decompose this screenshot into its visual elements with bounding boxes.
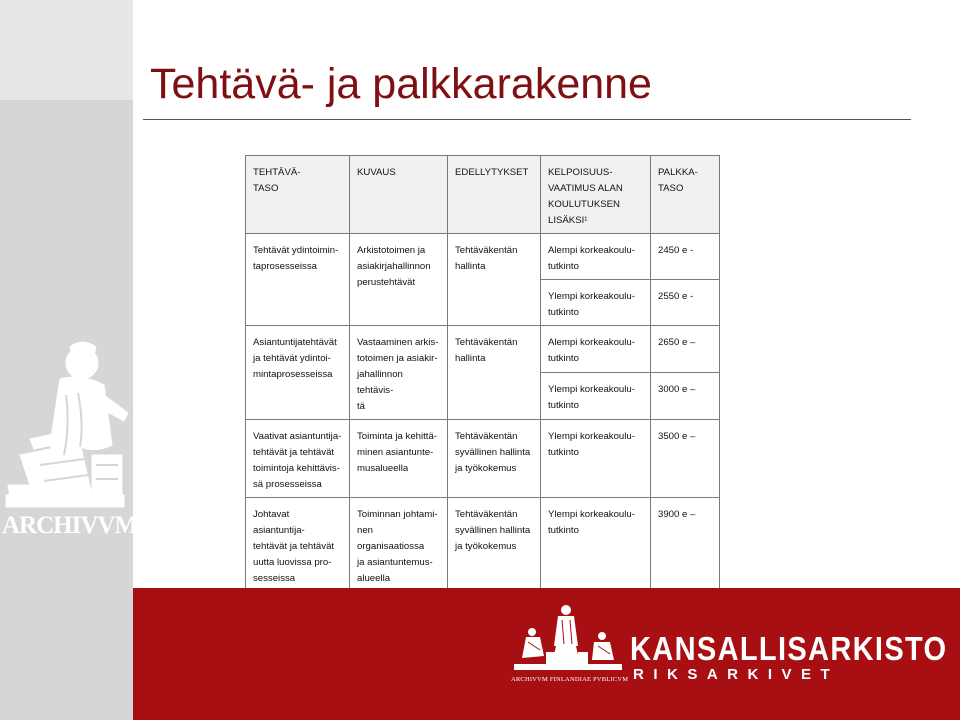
header-prerequisites: EDELLYTYKSET [448,156,541,234]
cell-pay-level: 3500 e – [651,420,720,498]
title-divider [143,119,911,120]
sidebar-top-panel [0,0,133,100]
cell-pay-level: 2450 e - [651,234,720,280]
cell-description: Arkistotoimen ja asiakirjahallinnon perustehtävät [350,234,448,326]
cell-qualification: Ylempi korkeakoulu- tutkinto [541,280,651,326]
header-pay-level: PALKKA- TASO [651,156,720,234]
table-row [246,234,720,280]
cell-pay-level: 3900 e – [651,498,720,592]
cell-description: Toiminnan johtami- nen organisaatiossa ja asiantuntemus- alueella [350,498,448,592]
cell-task-level: Tehtävät ydintoimin- taprosesseissa [246,234,350,326]
national-archives-emblem-icon [512,602,624,678]
cell-task-level: Vaativat asiantuntija- tehtävät ja tehtävät toimintoja kehittävis- sä prosesseissa [246,420,350,498]
archives-motto: ARCHIVVM FINLANDIAE PVBLICVM [511,676,629,683]
cell-qualification: Ylempi korkeakoulu- tutkinto [541,373,651,420]
table-row [246,420,720,498]
cell-prerequisites: Tehtäväkentän hallinta [448,326,541,420]
cell-description: Toiminta ja kehittä- minen asiantunte- musalueella [350,420,448,498]
cell-qualification: Alempi korkeakoulu- tutkinto [541,234,651,280]
cell-description: Vastaaminen arkis- totoimen ja asiakir- jahallinnon tehtävis- tä [350,326,448,420]
table-header-row [246,156,720,234]
salary-structure-table [245,155,720,592]
cell-qualification: Ylempi korkeakoulu- tutkinto [541,420,651,498]
header-description: KUVAUS [350,156,448,234]
header-qualification: KELPOISUUS- VAATIMUS ALAN KOULUTUKSEN LISÄKSI¹ [541,156,651,234]
cell-prerequisites: Tehtäväkentän syvällinen hallinta ja työkokemus [448,420,541,498]
header-task-level: TEHTÄVÄ- TASO [246,156,350,234]
brand-subtitle: RIKSARKIVET [633,666,840,683]
cell-qualification: Ylempi korkeakoulu- tutkinto [541,498,651,592]
cell-task-level: Johtavat asiantuntija- tehtävät ja tehtävät uutta luovissa pro- sesseissa [246,498,350,592]
table-row [246,498,720,592]
footer-gray-panel [0,588,133,720]
brand-name: KANSALLISARKISTO [630,630,948,667]
cell-qualification: Alempi korkeakoulu- tutkinto [541,326,651,373]
archivum-logo-text: ARCHIVVM [2,512,138,539]
cell-pay-level: 2650 e – [651,326,720,373]
cell-task-level: Asiantuntijatehtävät ja tehtävät ydintoi- mintaprosesseissa [246,326,350,420]
cell-prerequisites: Tehtäväkentän syvällinen hallinta ja työkokemus [448,498,541,592]
table-row [246,326,720,373]
cell-prerequisites: Tehtäväkentän hallinta [448,234,541,326]
slide-title: Tehtävä- ja palkkarakenne [150,60,652,108]
cell-pay-level: 2550 e - [651,280,720,326]
cell-pay-level: 3000 e – [651,373,720,420]
